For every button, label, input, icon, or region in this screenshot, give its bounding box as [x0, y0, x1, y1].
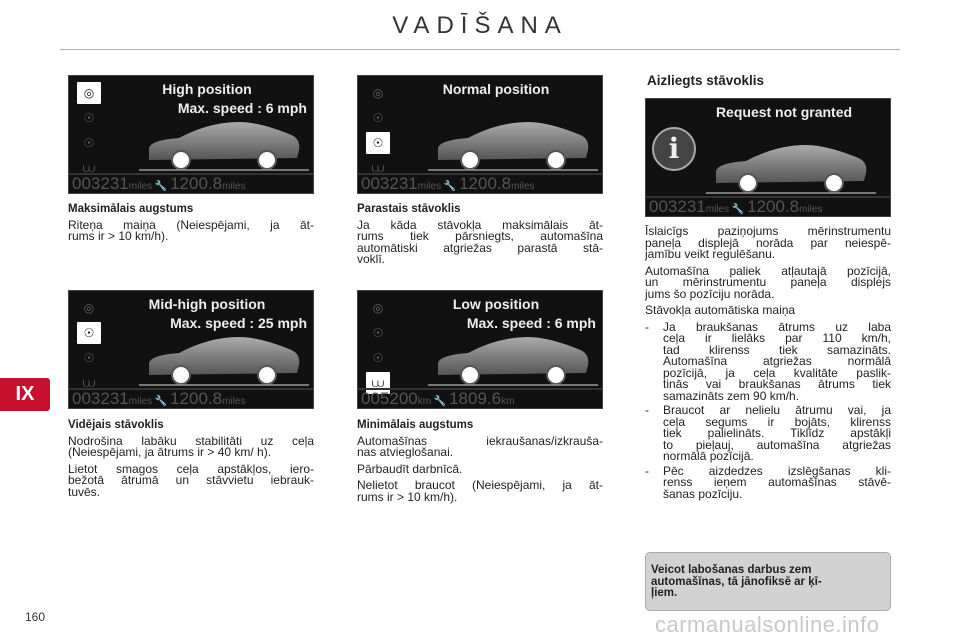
trip-unit: miles	[222, 181, 246, 192]
section-mid-high	[68, 420, 314, 503]
text-line: jamību veikt regulēšanu.	[645, 247, 776, 261]
section-heading: Vidējais stāvoklis	[68, 419, 164, 431]
suspension-level-1-icon: ◎	[372, 86, 384, 100]
section-heading: Parastais stāvoklis	[357, 203, 461, 215]
odometer-value: 003231	[649, 197, 706, 216]
text-line: tuvēs.	[68, 484, 101, 499]
car-icon	[428, 116, 598, 176]
suspension-level-2-icon: ☉	[372, 111, 384, 125]
wrench-icon: 🔧	[152, 181, 171, 192]
suspension-level-3-icon: ☉	[83, 351, 95, 365]
text-line: šanas pozīciju.	[663, 486, 743, 501]
paragraph	[68, 433, 314, 459]
list-item	[645, 463, 891, 501]
text-line: Ja kāda stāvokļa maksimālais āt-	[357, 217, 603, 232]
wrench-icon: 🔧	[441, 181, 460, 192]
display-request-not-granted	[645, 98, 891, 217]
list-marker: -	[645, 463, 649, 478]
display-title: Request not granted	[715, 104, 853, 120]
trip-unit: miles	[511, 181, 535, 192]
odometer-value: 005200	[361, 389, 418, 408]
display-mid-high-position	[68, 290, 314, 409]
text-line: bežotā ātrumā un stāvvietu iebrauk-	[68, 473, 314, 487]
wrench-icon: 🔧	[431, 396, 450, 407]
text-line: Stāvokļa automātiska maiņa	[645, 303, 796, 317]
text-line: Pēc aizdedzes izslēgšanas kli-	[663, 463, 891, 478]
page-title: VADĪŠANA	[392, 12, 568, 39]
list-text	[663, 463, 891, 501]
text-line: tinās vai braukšanas ātrums tiek	[663, 377, 891, 391]
max-speed-text: Max. speed : 6 mph	[466, 315, 596, 331]
text-line: rums ir > 10 km/h).	[68, 229, 169, 243]
text-line: ceļa segums ir bojāts, klirenss	[663, 414, 891, 429]
list-item	[645, 405, 891, 463]
suspension-level-3-icon: ☉	[83, 136, 95, 150]
odometer-unit: miles	[128, 181, 153, 192]
suspension-level-3-icon: ☉	[372, 351, 384, 365]
odometer-unit: miles	[417, 181, 442, 192]
suspension-level-1-icon: ◎	[372, 301, 384, 315]
odometer-bar	[358, 173, 602, 193]
suspension-level-1-icon: ◎	[77, 82, 101, 104]
text-line: un mērinstrumentu paneļa displejs	[645, 275, 891, 289]
display-title: Normal position	[442, 81, 550, 97]
trip-unit: miles	[222, 396, 246, 407]
car-icon	[139, 331, 309, 391]
trip-unit: km	[501, 396, 515, 407]
suspension-level-4-icon: ⩊	[366, 372, 390, 394]
text-line: paneļa displejā norāda par neiespē-	[645, 235, 891, 250]
text-line: jums šo pozīciju norāda.	[645, 286, 775, 301]
odometer-unit: miles	[128, 396, 153, 407]
note-line: ļiem.	[651, 587, 678, 599]
note-line: automašīnas, tā jānofiksē ar ķī-	[651, 575, 822, 588]
chapter-tab: IX	[0, 378, 50, 411]
wrench-icon: 🔧	[152, 396, 171, 407]
text-line: automātiski atgriežas parastā stā-	[357, 240, 603, 255]
section-forbidden	[645, 226, 891, 503]
text-line: voklī.	[357, 252, 386, 266]
display-title: Low position	[452, 296, 540, 312]
section-max-height	[68, 204, 314, 248]
trip-value: 1200.8	[170, 389, 223, 408]
list-text	[663, 319, 891, 403]
max-speed-text: Max. speed : 6 mph	[177, 100, 307, 116]
odometer-bar	[69, 388, 313, 408]
text-line: normālā pozīcijā.	[663, 449, 754, 463]
odometer-bar	[646, 196, 890, 216]
paragraph	[645, 305, 891, 317]
text-line: Pārbaudīt darbnīcā.	[357, 461, 463, 476]
paragraph	[645, 226, 891, 261]
display-title: Mid-high position	[148, 296, 266, 312]
text-line: Braucot ar nelielu ātrumu vai, ja	[663, 403, 891, 417]
odometer-unit: km	[417, 396, 432, 407]
paragraph	[357, 480, 603, 503]
wrench-icon: 🔧	[729, 204, 748, 215]
suspension-level-3-icon: ☉	[366, 132, 390, 154]
paragraph	[357, 461, 603, 476]
paragraph	[357, 433, 603, 459]
odometer-value: 003231	[72, 389, 129, 408]
car-icon	[428, 331, 598, 391]
text-line: Ja braukšanas ātrums uz laba	[663, 319, 891, 334]
list-marker: -	[645, 403, 649, 417]
text-line: nas atvieglošanai.	[357, 445, 454, 459]
height-level-icons	[77, 297, 101, 397]
height-level-icons	[366, 297, 390, 397]
paragraph	[68, 461, 314, 499]
max-speed-text: Max. speed : 25 mph	[170, 315, 307, 331]
display-normal-position	[357, 75, 603, 194]
section-heading: Maksimālais augstums	[68, 203, 194, 215]
suspension-level-2-icon: ☉	[77, 322, 101, 344]
height-level-icons	[77, 82, 101, 182]
text-line: Nelietot braucot (Neiespējami, ja āt-	[357, 478, 603, 492]
suspension-level-2-icon: ☉	[83, 111, 95, 125]
section-heading: Minimālais augstums	[357, 419, 474, 431]
text-line: Lietot smagos ceļa apstākļos, iero-	[68, 461, 314, 476]
text-line: to pieļauj, automašīna atgriežas	[663, 437, 891, 452]
note-line: Veicot labošanas darbus zem	[651, 564, 812, 576]
car-icon	[139, 116, 309, 176]
watermark: carmanualsonline.info	[655, 612, 880, 637]
section-normal	[357, 204, 603, 271]
title-divider	[60, 49, 900, 50]
paragraph	[68, 217, 314, 243]
suspension-level-4-icon: ⩊	[82, 376, 96, 390]
display-high-position	[68, 75, 314, 194]
display-title: High position	[162, 81, 252, 97]
car-icon	[706, 139, 876, 199]
paragraph	[357, 217, 603, 266]
text-line: Automašīna atgriežas normālā	[663, 354, 891, 368]
trip-value: 1809.6	[449, 389, 502, 408]
text-line: Automašīna paliek atļautajā pozīcijā,	[645, 263, 891, 278]
text-line: Īslaicīgs paziņojums mērinstrumentu	[645, 224, 891, 238]
info-icon: i	[652, 127, 696, 171]
text-line: rums tiek pārsniegts, automašīna	[357, 229, 603, 243]
paragraph	[645, 263, 891, 301]
text-line: ceļa ir lielāks par 110 km/h,	[663, 331, 891, 345]
text-line: Riteņa maiņa (Neiespējami, ja āt-	[68, 217, 314, 232]
list-marker: -	[645, 319, 649, 334]
text-line: (Neiespējami, ja ātrums ir > 40 km/ h).	[68, 445, 272, 459]
trip-value: 1200.8	[747, 197, 800, 216]
suspension-level-2-icon: ☉	[372, 326, 384, 340]
trip-value: 1200.8	[459, 174, 512, 193]
display-low-position	[357, 290, 603, 409]
text-line: Automašīnas iekraušanas/izkrauša-	[357, 433, 603, 448]
odometer-bar	[69, 173, 313, 193]
warning-note	[645, 552, 891, 611]
suspension-level-4-icon: ⩊	[82, 161, 96, 175]
text-line: pozīcijā, ja ceļa kvalitāte paslik-	[663, 365, 891, 380]
text-line: rums ir > 10 km/h).	[357, 489, 458, 504]
odometer-bar	[358, 388, 602, 408]
text-line: Nodrošina labāku stabilitāti uz ceļa	[68, 433, 314, 448]
trip-value: 1200.8	[170, 174, 223, 193]
suspension-level-1-icon: ◎	[83, 301, 95, 315]
text-line: tiek palielināts. Tiklīdz apstākļi	[663, 426, 891, 440]
list-item	[645, 319, 891, 403]
section-min-height	[357, 420, 603, 508]
text-line: tad klirenss tiek samazināts.	[663, 342, 891, 357]
page-number: 160	[25, 610, 46, 624]
trip-unit: miles	[799, 204, 823, 215]
forbidden-position-heading: Aizliegts stāvoklis	[647, 73, 765, 88]
odometer-value: 003231	[361, 174, 418, 193]
text-line: samazināts zem 90 km/h.	[663, 388, 800, 403]
list-text	[663, 405, 891, 463]
odometer-value: 003231	[72, 174, 129, 193]
height-level-icons	[366, 82, 390, 182]
text-line: renss ieņem automašīnas stāvē-	[663, 475, 891, 489]
suspension-level-4-icon: ⩊	[371, 161, 385, 175]
odometer-unit: miles	[705, 204, 730, 215]
